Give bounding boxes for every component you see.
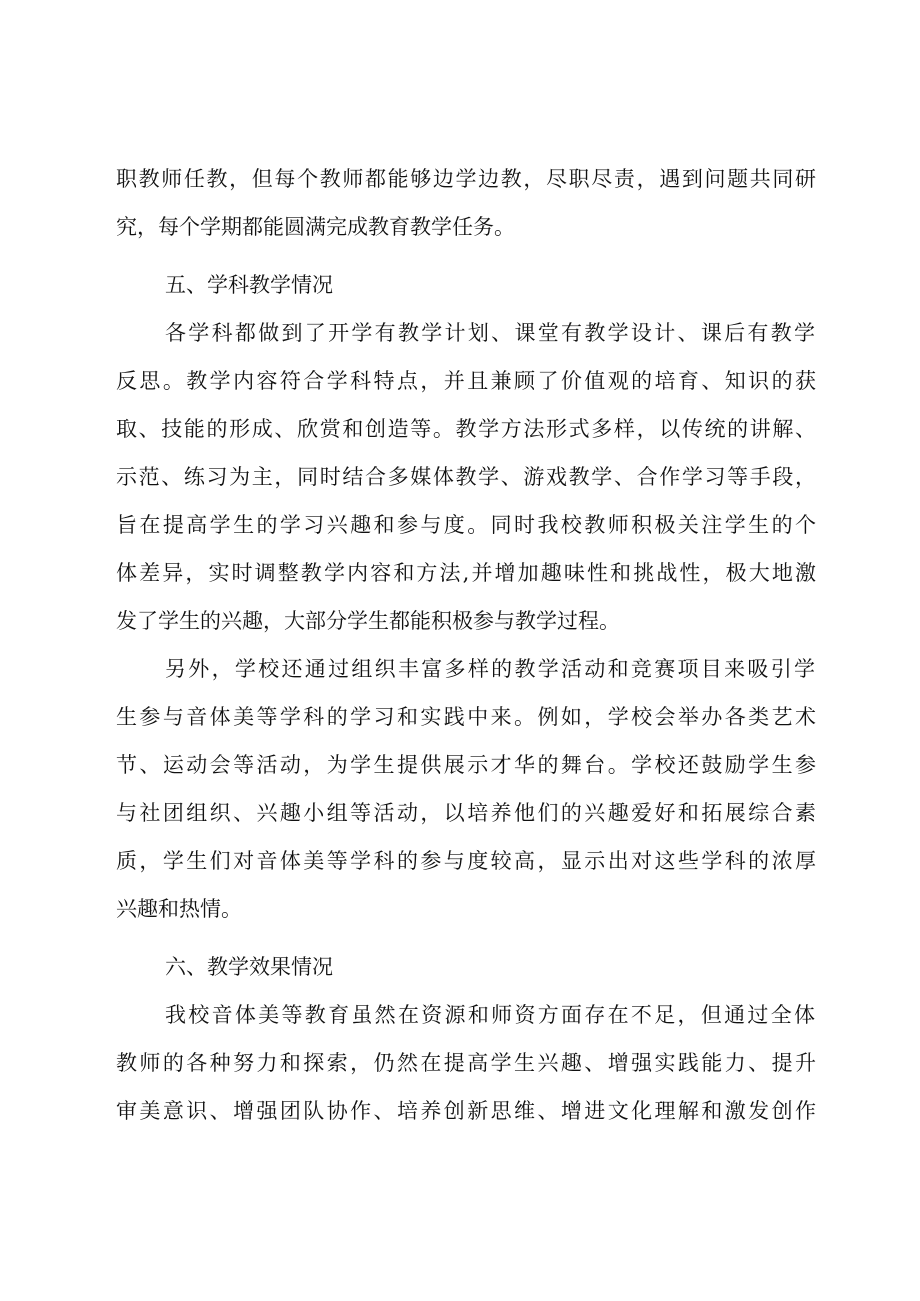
paragraph-line: 另外，学校还通过组织丰富多样的教学活动和竞赛项目来吸引学 bbox=[165, 657, 815, 681]
paragraph-line: 审美意识、增强团队协作、培养创新思维、增进文化理解和激发创作 bbox=[116, 1099, 816, 1123]
paragraph-line: 职教师任教，但每个教师都能够边学边教，尽职尽责，遇到问题共同研 bbox=[116, 167, 816, 191]
paragraph-line: 兴趣和热情。 bbox=[116, 897, 242, 921]
paragraph-line: 我校音体美等教育虽然在资源和师资方面存在不足，但通过全体 bbox=[165, 1003, 815, 1027]
paragraph-line: 反思。教学内容符合学科特点，并且兼顾了价值观的培育、知识的获 bbox=[116, 369, 816, 393]
paragraph-line: 究，每个学期都能圆满完成教育教学任务。 bbox=[116, 215, 515, 239]
paragraph-line: 节、运动会等活动，为学生提供展示才华的舞台。学校还鼓励学生参 bbox=[116, 753, 816, 777]
paragraph-line: 取、技能的形成、欣赏和创造等。教学方法形式多样，以传统的讲解、 bbox=[116, 417, 816, 441]
paragraph-line: 质，学生们对音体美等学科的参与度较高，显示出对这些学科的浓厚 bbox=[116, 849, 816, 873]
paragraph-line: 体差异，实时调整教学内容和方法,并增加趣味性和挑战性，极大地激 bbox=[116, 561, 816, 585]
section-heading: 五、学科教学情况 bbox=[165, 273, 333, 297]
paragraph-line: 生参与音体美等学科的学习和实践中来。例如，学校会举办各类艺术 bbox=[116, 705, 816, 729]
paragraph-line: 与社团组织、兴趣小组等活动，以培养他们的兴趣爱好和拓展综合素 bbox=[116, 801, 816, 825]
paragraph-line: 示范、练习为主，同时结合多媒体教学、游戏教学、合作学习等手段， bbox=[116, 465, 816, 489]
paragraph-line: 教师的各种努力和探索，仍然在提高学生兴趣、增强实践能力、提升 bbox=[116, 1051, 816, 1075]
paragraph-line: 发了学生的兴趣，大部分学生都能积极参与教学过程。 bbox=[116, 609, 620, 633]
paragraph-line: 旨在提高学生的学习兴趣和参与度。同时我校教师积极关注学生的个 bbox=[116, 513, 816, 537]
paragraph-line: 各学科都做到了开学有教学计划、课堂有教学设计、课后有教学 bbox=[165, 321, 815, 345]
section-heading: 六、教学效果情况 bbox=[165, 955, 333, 979]
